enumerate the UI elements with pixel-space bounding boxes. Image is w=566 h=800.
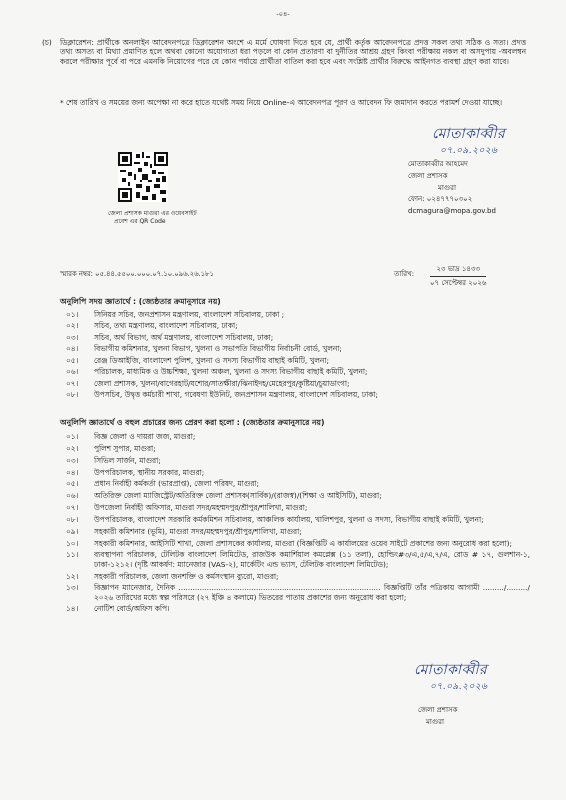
list-item xyxy=(60,333,530,342)
list-item xyxy=(60,539,530,548)
list-number: ১৩। xyxy=(66,583,79,593)
list-number: ০১। xyxy=(66,310,79,319)
list-text: সহকারী কমিশনার, আইসিটি শাখা, জেলা প্রশাসকের কার্যালয়, মাগুরা (বিজ্ঞপ্তিটি এ কার্যালয়ের ওয়েব সাইটে প্রকাশের জন্য অনুরোধ করা হলো); xyxy=(94,538,512,548)
list-item xyxy=(60,432,530,441)
list-item xyxy=(60,444,530,453)
date-divider xyxy=(430,276,486,277)
disclaimer-marker: (চ) xyxy=(42,38,52,47)
list-text: বিজ্ঞাপন ম্যানেজার, দৈনিক ...................................................................................... বিজ্ঞপ্তিটি তাঁর পত্রিকায় আগামী ........./........./২০২৬ তারিখের মধ্যে স্বল্প পরিসরে (২৭ ইঞ্চি ৪ কলামে) ভিতরের পাতায় প্রকাশের জন্য অনুরোধ করা হলো; xyxy=(94,583,530,602)
list-number: ০২। xyxy=(66,443,79,453)
list-number: ০৭। xyxy=(66,378,79,388)
list-text: সহকারী কমিশনার (ভূমি), মাগুরা সদর/মহম্মদপুর/শ্রীপুর/শালিখা, মাগুরা; xyxy=(94,526,302,536)
list-text: উপসচিব, উদ্বৃত্ত কর্মচারী শাখা, গবেষণা ইউনিট, জনপ্রশাসন মন্ত্রণালয়, বাংলাদেশ সচিবালয়, ঢাকা; xyxy=(94,390,379,400)
qr-caption xyxy=(108,210,197,226)
list-text: উপজেলা নির্বাহী অফিসার, মাগুরা সদর/মহম্মদপুর/শ্রীপুর/শালিখা, মাগুরা; xyxy=(94,503,308,513)
list-text: সহকারী পরিচালক, জেলা জনশক্তি ও কর্মসংস্থান ব্যুরো, মাগুরা; xyxy=(94,571,279,581)
list-item xyxy=(60,604,530,613)
qr-caption-line1: জেলা প্রশাসক মাগুরা এর ওয়েবসাইট xyxy=(108,210,197,217)
list-text: বিভাগীয় কমিশনার, খুলনা বিভাগ, খুলনা ও সভাপতি বিভাগীয় নির্বাচনী বোর্ড, খুলনা; xyxy=(94,344,342,354)
list-item xyxy=(60,479,530,488)
list-text: পুলিশ সুপার, মাগুরা; xyxy=(94,443,156,453)
list-item xyxy=(60,456,530,465)
list-number: ০৪। xyxy=(66,467,79,477)
list-item xyxy=(60,583,530,602)
signature-bottom-date: ০৭.০৯.২০২৬ xyxy=(430,682,488,692)
list-number: ০১। xyxy=(66,432,79,441)
list-text: পরিচালক, মাধ্যমিক ও উচ্চশিক্ষা, খুলনা অঞ্চল, খুলনা ও সদস্য বিভাগীয় বাছাই কমিটি, খুলনা; xyxy=(94,367,368,377)
list-number: ০৬। xyxy=(66,491,79,501)
list-number: ০৯। xyxy=(66,526,79,536)
list-item xyxy=(60,356,530,365)
list-item xyxy=(60,344,530,353)
qr-caption-line2: প্রবেশ এর QR Code xyxy=(114,217,166,225)
list-number: ০৪। xyxy=(66,344,79,354)
list-number: ০৬। xyxy=(66,367,79,377)
signatory-name: মোতাকাব্বীর আহমেদ xyxy=(408,160,468,168)
list-text: উপপরিচালক, স্থানীয় সরকার, মাগুরা; xyxy=(94,467,205,477)
list-item xyxy=(60,379,530,388)
date-gregorian: ০৭ সেপ্টেম্বর ২০২৬ xyxy=(430,278,487,287)
signatory-block-top xyxy=(408,160,496,219)
list-item xyxy=(60,367,530,376)
list-number: ১৪। xyxy=(66,604,79,614)
copy-list-1 xyxy=(60,310,530,402)
signatory-title: জেলা প্রশাসক xyxy=(418,706,458,714)
copy-heading-1: অনুলিপি সদয় জ্ঞাতার্থে : (জ্যেষ্ঠতার ক্রমানুসারে নয়) xyxy=(60,297,221,306)
list-text: সচিব, অর্থ বিভাগ, অর্থ মন্ত্রণালয়, বাংলাদেশ সচিবালয়, ঢাকা; xyxy=(94,332,274,342)
signature-top: মোতাকাব্বীর xyxy=(432,126,506,142)
memo-number: স্মারক নম্বর: ০৫.৪৪.৫৫০০.০০০.০৭.১০.০৯৬.২৬.১৮১ xyxy=(60,270,214,278)
list-number: ০২। xyxy=(66,321,79,331)
list-item xyxy=(60,572,530,581)
list-number: ১১। xyxy=(66,550,79,560)
page-number: -০৪- xyxy=(276,10,290,18)
list-item xyxy=(60,321,530,330)
list-item xyxy=(60,527,530,536)
signatory-block-bottom xyxy=(418,706,458,730)
date-bangla: ২৩ ভাদ্র ১৪৩৩ xyxy=(436,265,481,273)
list-item xyxy=(60,390,530,399)
signature-top-date: ০৭.০৯.২০২৬ xyxy=(440,146,498,156)
list-item xyxy=(60,468,530,477)
list-text: প্রধান নির্বাহী কর্মকর্তা (ভারপ্রাপ্ত), জেলা পরিষদ, মাগুরা; xyxy=(94,479,260,489)
disclaimer-text: ডিক্লারেশন: প্রার্থীকে অনলাইন আবেদনপত্রে ডিক্লারেশন অংশে এ মর্মে ঘোষণা দিতে হবে যে, প্রার্থী কর্তৃক আবেদনপত্রে প্রদত্ত সকল তথ্য সঠিক ও সত্য। প্রদত্ত তথ্য অসত্য বা মিথ্যা প্রমাণিত হলে অথবা কোনো অযোগ্যতা ধরা পড়লে বা কোন প্রতারণা বা দুর্নীতির আশ্রয় গ্রহণ কিংবা পরীক্ষায় নকল বা অসদুপায় -অবলম্বন করলে পরীক্ষার পূর্বে বা পরে এমনকি নিয়োগের পরে যে কোন পর্যায়ে প্রার্থীতা বাতিল করা হবে এবং সংশ্লিষ্ট প্রার্থীর বিরুদ্ধে আইনগত ব্যবস্থা গ্রহণ করা যাবে। xyxy=(60,38,526,66)
list-text: উপপরিচালক, বাংলাদেশ সরকারি কর্মকমিশন সচিবালয়, আঞ্চলিক কার্যালয়, খালিশপুর, খুলনা ও সদস্য, বিভাগীয় বাছাই কমিটি, খুলনা; xyxy=(94,514,484,524)
signature-bottom: মোতাকাব্বীর xyxy=(414,662,488,678)
signatory-title: জেলা প্রশাসক xyxy=(408,171,448,180)
list-number: ০৩। xyxy=(66,455,79,465)
signatory-phone: ফোন: ০২৪৭৭৭০৩০২ xyxy=(408,195,473,204)
list-number: ১২। xyxy=(66,571,79,581)
copy-heading-2: অনুলিপি জ্ঞাতার্থে ও বহুল প্রচারের জন্য প্রেরণ করা হলো : (জ্যেষ্ঠতার ক্রমানুসারে নয়) xyxy=(60,418,325,427)
signatory-place: মাগুরা xyxy=(426,717,445,726)
list-item xyxy=(60,310,530,319)
date-label: তারিখ: xyxy=(394,270,415,278)
qr-code-image xyxy=(118,152,168,202)
list-text: সিভিল সার্জন, মাগুরা; xyxy=(94,455,161,465)
list-text: সচিব, তথ্য মন্ত্রণালয়, বাংলাদেশ সচিবালয়, ঢাকা; xyxy=(94,321,238,331)
signatory-place: মাগুরা xyxy=(438,183,457,192)
list-text: রেঞ্জ ডিআইজি, বাংলাদেশ পুলিশ, খুলনা ও সদস্য বিভাগীয় বাছাই কমিটি, খুলনা; xyxy=(94,355,329,365)
list-text: জেলা প্রশাসক, খুলনা/বাগেরহাট/যশোর/সাতক্ষীরা/ঝিনাইদহ/মেহেরপুর/কুষ্টিয়া/চুয়াডাংগা; xyxy=(94,378,350,388)
list-text: ব্যবস্থাপনা পরিচালক, টেলিটক বাংলাদেশ লিমিটেড, রাজউক কমার্শিয়াল কমপ্লেক্স (১১ তলা), হোল্ডিং#৩/এ,৫/এ,৭/এ, রোড # ১৭, গুলশান-১, ঢাকা-১২১২। (দৃষ্টি আকর্ষণ: ম্যানেজার (VAS-২), মার্কেটিং এন্ড ভ্যাস, টেলিটক বাংলাদেশ লিমিটেড); xyxy=(94,550,530,569)
list-number: ০৫। xyxy=(66,479,79,489)
list-text: সিনিয়র সচিব, জনপ্রশাসন মন্ত্রণালয়, বাংলাদেশ সচিবালয়, ঢাকা ; xyxy=(94,310,285,319)
list-number: ০৮। xyxy=(66,390,79,400)
list-text: নোটিশ বোর্ড/অফিস কপি। xyxy=(94,604,170,614)
note-paragraph: * শেষ তারিখ ও সময়ের জন্য অপেক্ষা না করে হাতে যথেষ্ট সময় নিয়ে Online-এ আবেদনপত্র পূরণ ও আবেদন ফি জমাদান করতে পরামর্শ দেওয়া যাচ্ছে। xyxy=(60,98,502,107)
disclaimer-paragraph xyxy=(42,38,526,66)
list-item xyxy=(60,515,530,524)
list-number: ১০। xyxy=(66,538,79,548)
list-text: অতিরিক্ত জেলা ম্যাজিস্ট্রেট/অতিরিক্ত জেলা প্রশাসক(সার্বিক)/(রাজস্ব)/(শিক্ষা ও আইসিটি), মাগুরা; xyxy=(94,491,382,501)
memo-date xyxy=(430,265,486,288)
list-item xyxy=(60,503,530,512)
signatory-email: dcmagura@mopa.gov.bd xyxy=(408,207,496,215)
list-number: ০৫। xyxy=(66,355,79,365)
list-number: ০৮। xyxy=(66,514,79,524)
list-number: ০৭। xyxy=(66,503,79,513)
copy-list-2 xyxy=(60,432,530,616)
list-text: বিজ্ঞ জেলা ও দায়রা জজ, মাগুরা; xyxy=(94,432,196,441)
list-number: ০৩। xyxy=(66,332,79,342)
list-item xyxy=(60,491,530,500)
list-item xyxy=(60,550,530,569)
